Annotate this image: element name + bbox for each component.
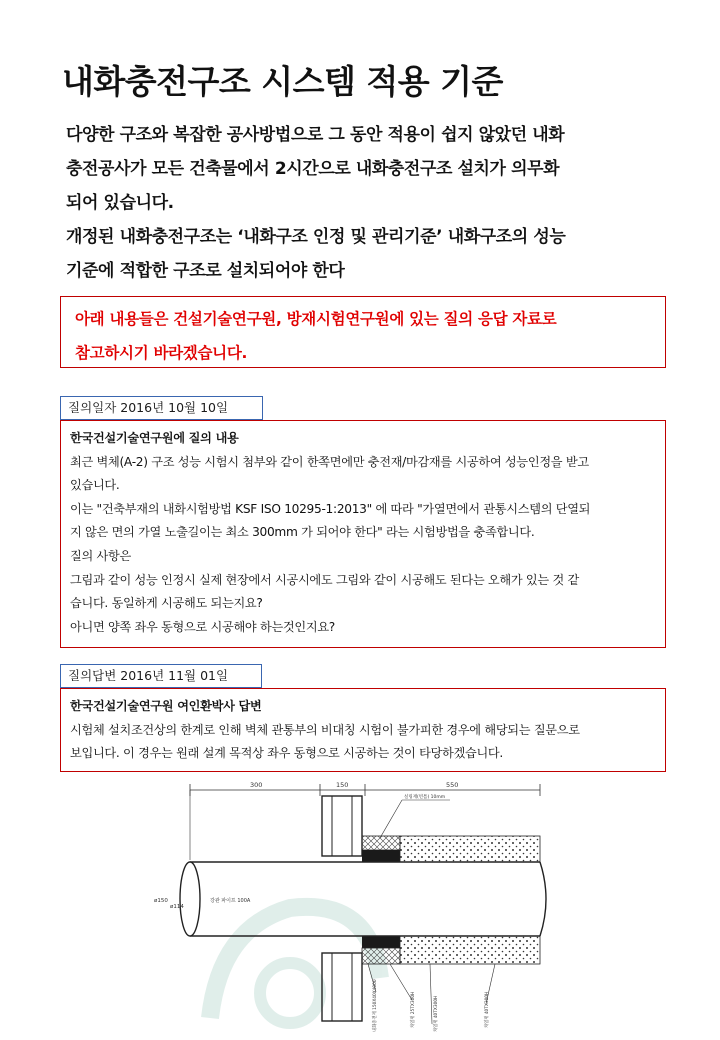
dim-550: 550 (446, 781, 459, 789)
answer-box (60, 688, 666, 772)
question-line: 이는 "건축부재의 내화시험방법 KSF ISO 10295-1:2013" 에 따라 "가열면에서 관통시스템의 단열되 (70, 501, 591, 516)
dim-150: 150 (336, 781, 349, 789)
answer-date-tag: 질의답변 2016년 11월 01일 (60, 664, 262, 688)
insulation-25-label: 차열재 25TX300H (411, 991, 416, 1028)
answer-line: 시험체 설치조건상의 한계로 인해 벽체 관통부의 비대칭 시험이 불가피한 경우에 해당되는 질문으로 (70, 722, 580, 737)
notice-line: 참고하시기 바라겠습니다. (75, 344, 248, 362)
filler-label: 내화충전재 150X40X4000 (373, 979, 378, 1032)
penetration-drawing (140, 778, 580, 1032)
wall-bottom (322, 953, 362, 1021)
question-line: 그림과 같이 성능 인정시 실제 현장에서 시공시에도 그림와 같이 시공해도 된다는 오해가 있는 것 같 (70, 572, 579, 587)
notice-box (60, 296, 666, 368)
dia-114: ø114 (170, 904, 184, 910)
dim-300: 300 (250, 781, 263, 789)
sealant-label: 실링재(빈틈) 10mm (404, 795, 446, 800)
question-date-tag: 질의일자 2016년 10월 10일 (60, 396, 263, 420)
question-line: 있습니다. (70, 478, 120, 493)
intro-line: 다양한 구조와 복잡한 공사방법으로 그 동안 적용이 쉽지 않았던 내화 (66, 125, 565, 145)
page-title: 내화충전구조 시스템 적용 기준 (62, 62, 503, 101)
intro-line: 충전공사가 모든 건축물에서 2시간으로 내화충전구조 설치가 의무화 (66, 159, 560, 179)
dia-150: ø150 (154, 898, 168, 904)
notice-line: 아래 내용들은 건설기술연구원, 방재시험연구원에 있는 질의 응답 자료로 (75, 310, 557, 328)
question-line: 지 않은 면의 가열 노출길이는 최소 300mm 가 되어야 한다" 라는 시험방법을 충족합니다. (70, 525, 535, 540)
intro-text (66, 118, 666, 288)
answer-heading: 한국건설기술연구원 여인환박사 답변 (70, 699, 262, 713)
intro-line: 개정된 내화충전구조는 ‘내화구조 인정 및 관리기준’ 내화구조의 성능 (66, 227, 566, 247)
question-line: 최근 벽체(A-2) 구조 성능 시험시 첨부와 같이 한쪽면에만 충전재/마감재를 시공하여 성능인정을 받고 (70, 454, 589, 469)
intro-line: 기준에 적합한 구조로 설치되어야 한다 (66, 261, 345, 281)
answer-line: 보입니다. 이 경우는 원래 설계 목적상 좌우 동형으로 시공하는 것이 타당하겠습니다. (70, 746, 503, 761)
intro-line: 되어 있습니다. (66, 193, 174, 213)
wall-top (322, 796, 362, 856)
insulation-40-label-b: 차열재 40TX300H (485, 991, 490, 1028)
watermark-logo (210, 907, 380, 1023)
question-box (60, 420, 666, 648)
pipe-end-left (180, 862, 200, 936)
question-line: 습니다. 동일하게 시공해도 되는지요? (70, 596, 263, 611)
question-line: 질의 사항은 (70, 548, 131, 563)
pipe-label: 강관 파이프 100A (210, 898, 251, 904)
drawing-svg (140, 778, 580, 1032)
question-line: 아니면 양쪽 좌우 동형으로 시공해야 하는것인지요? (70, 619, 335, 634)
question-heading: 한국건설기술연구원에 질의 내용 (70, 431, 239, 445)
insulation-40-label-a: 차열재 40TX300H (434, 995, 439, 1032)
